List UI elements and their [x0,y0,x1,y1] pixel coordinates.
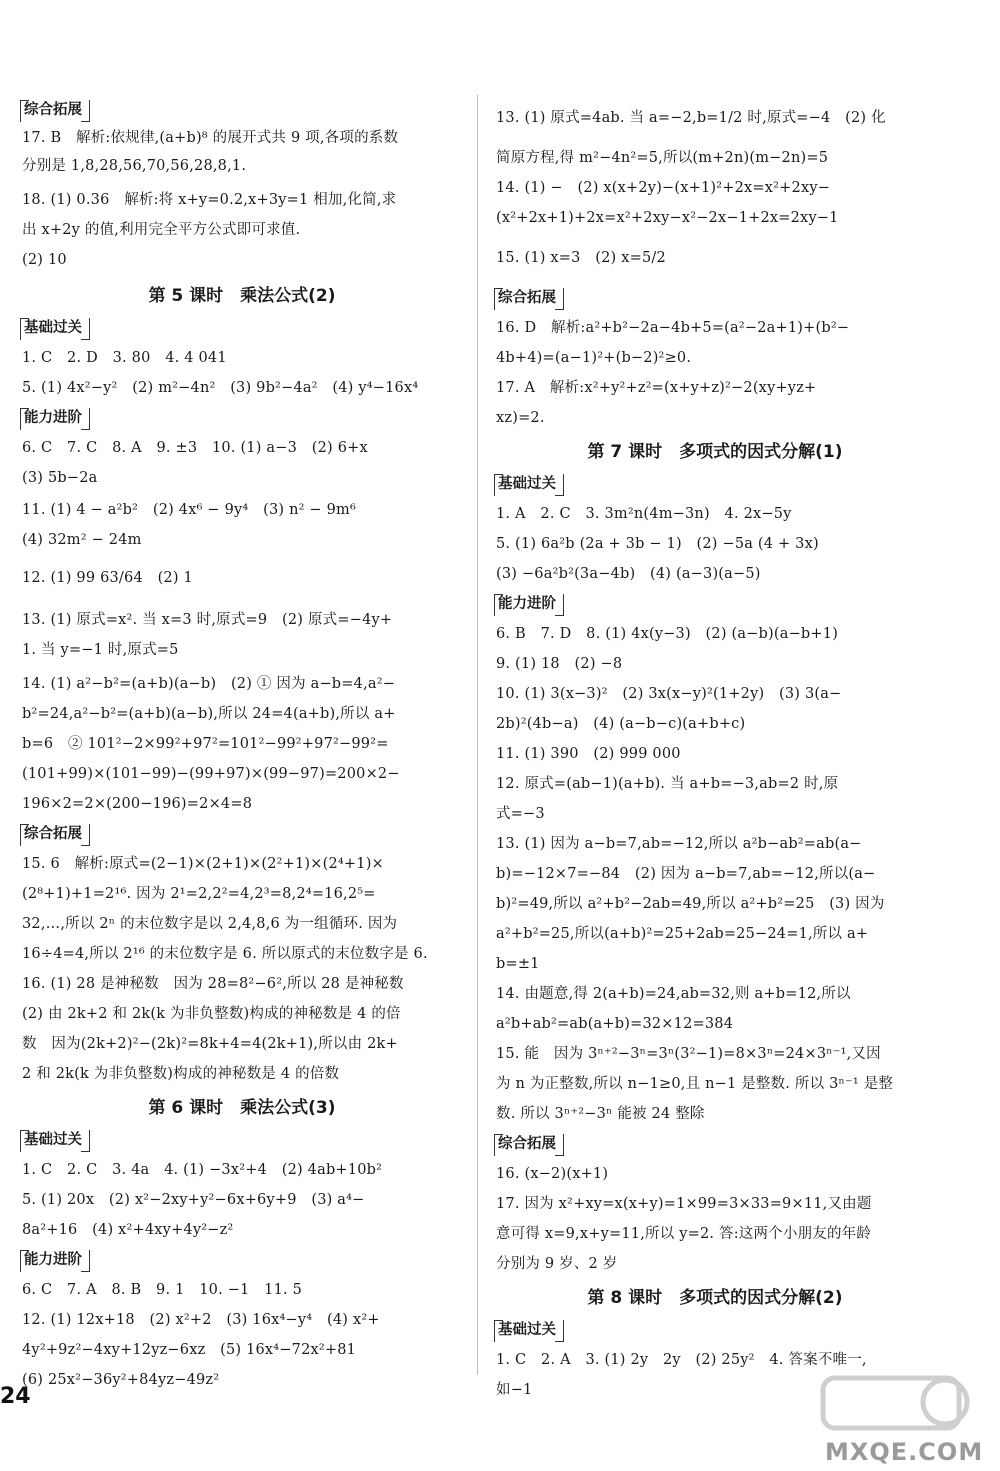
section-heading: 能力进阶 [498,596,556,612]
answer-line: b=±1 [496,956,540,972]
lesson-title: 第 8 课时 多项式的因式分解(2) [587,1288,843,1308]
answer-line: 式=−3 [496,806,545,822]
answer-line: 4y²+9z²−4xy+12yz−6xz (5) 16x⁴−72x²+81 [22,1342,357,1358]
section-heading: 综合拓展 [498,290,556,306]
answer-line: 1. 当 y=−1 时,原式=5 [22,642,179,658]
section-heading: 综合拓展 [24,102,82,118]
answer-line: 2 和 2k(k 为非负整数)构成的神秘数是 4 的倍数 [22,1066,340,1082]
answer-line: 6. C 7. A 8. B 9. 1 10. −1 11. 5 [22,1282,303,1298]
answer-line: xz)=2. [496,410,545,426]
answer-line: 16÷4=4,所以 2¹⁶ 的末位数字是 6. 所以原式的末位数字是 6. [22,946,428,962]
section-heading: 能力进阶 [24,1252,82,1268]
answer-line: 为 n 为正整数,所以 n−1≥0,且 n−1 是整数. 所以 3ⁿ⁻¹ 是整 [496,1076,894,1092]
answer-line: 9. (1) 18 (2) −8 [496,656,623,672]
answer-line: 16. D 解析:a²+b²−2a−4b+5=(a²−2a+1)+(b²− [496,320,850,336]
answer-line: 13. (1) 原式=x². 当 x=3 时,原式=9 (2) 原式=−4y+ [22,612,393,628]
answer-line: 8a²+16 (4) x²+4xy+4y²−z² [22,1222,234,1238]
answer-line: 13. (1) 原式=4ab. 当 a=−2,b=1/2 时,原式=−4 (2) 化 [496,110,886,126]
answer-line: 18. (1) 0.36 解析:将 x+y=0.2,x+3y=1 相加,化简,求 [22,192,397,208]
answer-line: 12. (1) 12x+18 (2) x²+2 (3) 16x⁴−y⁴ (4) x²+ [22,1312,380,1328]
answer-line: (2⁸+1)+1=2¹⁶. 因为 2¹=2,2²=4,2³=8,2⁴=16,2⁵= [22,886,376,902]
page-number: 24 [0,1384,31,1409]
answer-line: (x²+2x+1)+2x=x²+2xy−x²−2x−1+2x=2xy−1 [496,210,839,226]
answer-line: b=6 ② 101²−2×99²+97²=101²−99²+97²−99²= [22,736,389,752]
answer-line: 分别为 9 岁、2 岁 [496,1256,618,1272]
answer-line: 5. (1) 6a²b (2a + 3b − 1) (2) −5a (4 + 3x) [496,536,819,552]
answer-line: 出 x+2y 的值,利用完全平方公式即可求值. [22,222,301,238]
answer-line: 4b+4)=(a−1)²+(b−2)²≥0. [496,350,692,366]
answer-line: (2) 由 2k+2 和 2k(k 为非负整数)构成的神秘数是 4 的倍 [22,1006,401,1022]
answer-line: b)=−12×7=−84 (2) 因为 a−b=7,ab=−12,所以(a− [496,866,876,882]
answer-line: 14. 由题意,得 2(a+b)=24,ab=32,则 a+b=12,所以 [496,986,851,1002]
answer-line: 分别是 1,8,28,56,70,56,28,8,1. [22,158,247,174]
section-heading: 基础过关 [24,1132,82,1148]
answer-line: 15. (1) x=3 (2) x=5/2 [496,250,666,266]
watermark-text: MXQE.COM [825,1438,984,1466]
lesson-title: 第 6 课时 乘法公式(3) [148,1098,336,1118]
section-heading: 基础过关 [498,476,556,492]
answer-line: 1. A 2. C 3. 3m²n(4m−3n) 4. 2x−5y [496,506,792,522]
answer-line: b²=24,a²−b²=(a+b)(a−b),所以 24=4(a+b),所以 a+ [22,706,396,722]
answer-line: 14. (1) − (2) x(x+2y)−(x+1)²+2x=x²+2xy− [496,180,831,196]
column-divider [477,95,478,1375]
answer-line: b)²=49,所以 a²+b²−2ab=49,所以 a²+b²=25 (3) 因为 [496,896,885,912]
answer-line: (6) 25x²−36y²+84yz−49z² [22,1372,220,1388]
answer-line: 11. (1) 390 (2) 999 000 [496,746,681,762]
answer-line: 196×2=2×(200−196)=2×4=8 [22,796,253,812]
answer-line: 11. (1) 4 − a²b² (2) 4x⁶ − 9y⁴ (3) n² − 9m⁶ [22,502,356,518]
answer-line: 2b)²(4b−a) (4) (a−b−c)(a+b+c) [496,716,746,732]
answer-line: 1. C 2. A 3. (1) 2y 2y (2) 25y² 4. 答案不唯一, [496,1352,867,1368]
answer-line: 17. B 解析:依规律,(a+b)⁸ 的展开式共 9 项,各项的系数 [22,130,399,146]
answer-line: 32,…,所以 2ⁿ 的末位数字是以 2,4,8,6 为一组循环. 因为 [22,916,398,932]
answer-line: 数. 所以 3ⁿ⁺²−3ⁿ 能被 24 整除 [496,1106,705,1122]
answer-line: 5. (1) 4x²−y² (2) m²−4n² (3) 9b²−4a² (4) y⁴−16x⁴ [22,380,419,396]
answer-line: 5. (1) 20x (2) x²−2xy+y²−6x+6y+9 (3) a⁴− [22,1192,365,1208]
answer-line: 1. C 2. C 3. 4a 4. (1) −3x²+4 (2) 4ab+10b² [22,1162,383,1178]
section-heading: 综合拓展 [24,826,82,842]
answer-line: 17. 因为 x²+xy=x(x+y)=1×99=3×33=9×11,又由题 [496,1196,872,1212]
answer-line: (2) 10 [22,252,67,268]
answer-line: 15. 能 因为 3ⁿ⁺²−3ⁿ=3ⁿ(3²−1)=8×3ⁿ=24×3ⁿ⁻¹,又因 [496,1046,881,1062]
answer-line: 如−1 [496,1382,533,1398]
answer-line: 16. (x−2)(x+1) [496,1166,609,1182]
section-heading: 基础过关 [498,1322,556,1338]
answer-line: 简原方程,得 m²−4n²=5,所以(m+2n)(m−2n)=5 [496,150,829,166]
lesson-title: 第 7 课时 多项式的因式分解(1) [587,442,843,462]
answer-line: 数 因为(2k+2)²−(2k)²=8k+4=4(2k+1),所以由 2k+ [22,1036,398,1052]
section-heading: 综合拓展 [498,1136,556,1152]
answer-line: 6. C 7. C 8. A 9. ±3 10. (1) a−3 (2) 6+x [22,440,368,456]
answer-line: (3) 5b−2a [22,470,98,486]
answer-line: 意可得 x=9,x+y=11,所以 y=2. 答:这两个小朋友的年龄 [496,1226,872,1242]
answer-line: (101+99)×(101−99)−(99+97)×(99−97)=200×2− [22,766,400,782]
answer-line: 17. A 解析:x²+y²+z²=(x+y+z)²−2(xy+yz+ [496,380,817,396]
answer-line: 16. (1) 28 是神秘数 因为 28=8²−6²,所以 28 是神秘数 [22,976,404,992]
answer-line: (4) 32m² − 24m [22,532,142,548]
answer-line: 6. B 7. D 8. (1) 4x(y−3) (2) (a−b)(a−b+1) [496,626,839,642]
answer-line: 12. 原式=(ab−1)(a+b). 当 a+b=−3,ab=2 时,原 [496,776,839,792]
answer-line: a²b+ab²=ab(a+b)=32×12=384 [496,1016,734,1032]
section-heading: 能力进阶 [24,410,82,426]
answer-line: 10. (1) 3(x−3)² (2) 3x(x−y)²(1+2y) (3) 3(a− [496,686,842,702]
answer-line: 13. (1) 因为 a−b=7,ab=−12,所以 a²b−ab²=ab(a− [496,836,862,852]
lesson-title: 第 5 课时 乘法公式(2) [148,286,336,306]
answer-line: 1. C 2. D 3. 80 4. 4 041 [22,350,227,366]
answer-line: (3) −6a²b²(3a−4b) (4) (a−3)(a−5) [496,566,761,582]
answer-line: 14. (1) a²−b²=(a+b)(a−b) (2) ① 因为 a−b=4,a²− [22,676,396,692]
answer-line: 12. (1) 99 63/64 (2) 1 [22,570,193,586]
answer-line: 15. 6 解析:原式=(2−1)×(2+1)×(2²+1)×(2⁴+1)× [22,856,384,872]
section-heading: 基础过关 [24,320,82,336]
answer-line: a²+b²=25,所以(a+b)²=25+2ab=25−24=1,所以 a+ [496,926,869,942]
